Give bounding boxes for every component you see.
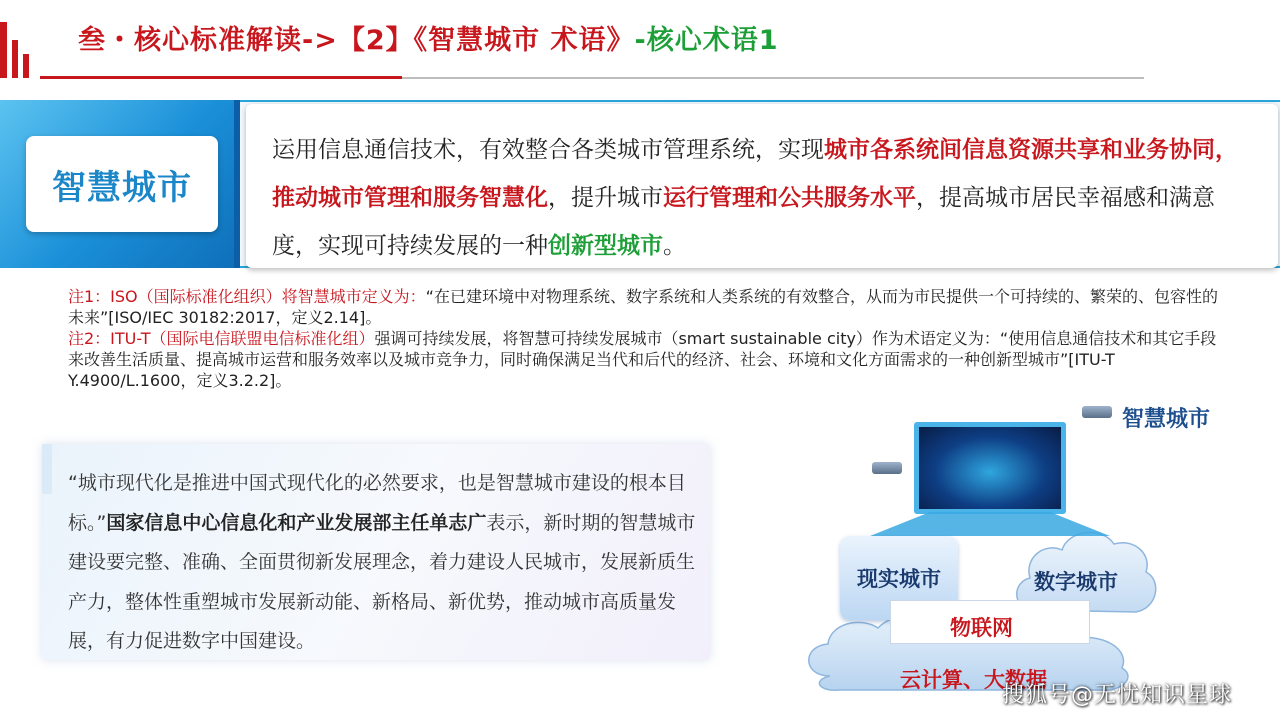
quote-text [68, 464, 696, 662]
logo-bars-icon [0, 22, 40, 78]
definition-seg1: 运用信息通信技术，有效整合各类城市管理系统，实现 [272, 137, 824, 163]
definition-seg3: ，提高城市居民幸福感和满意度，实现可持续发展的一种 [272, 185, 1215, 259]
router-icon [1082, 406, 1112, 418]
definition-text [272, 126, 1252, 270]
digital-city-label: 数字城市 [1034, 570, 1118, 594]
quote-part1: “城市现代化是推进中国式现代化的必然要求，也是智慧城市建设的根本目标。” [68, 472, 686, 534]
iot-label: 物联网 [950, 616, 1013, 640]
quote-speaker: 国家信息中心信息化和产业发展部主任单志广 [106, 511, 487, 534]
note-2-text: 强调可持续发展，将智慧可持续发展城市（smart sustainable city）作为术语定义为：“使用信息通信技术和其它手段来改善生活质量、提高城市运营和服务效率以及城市竞争力，同时确保满足当代和后代的经济、社会、环境和文化方面需求的一种创新型城市”[ITU-T Y.4900/L.1600，定义3.2.2]。 [68, 329, 1217, 390]
definition-highlight-1: 城市各系统间信息资源共享和业务协同，推动城市管理和服务智慧化 [272, 137, 1238, 211]
real-city-label: 现实城市 [857, 567, 941, 591]
note-2-label: 注2：ITU-T（国际电信联盟电信标准化组） [68, 329, 375, 348]
header-divider-gray [402, 77, 1144, 79]
watermark: 搜狐号@无忧知识星球 [1002, 683, 1233, 708]
term-card [26, 136, 218, 232]
quote-accent [42, 444, 52, 494]
world-map-screen [919, 427, 1061, 509]
diagram-title: 智慧城市 [1122, 407, 1211, 432]
header-divider-red [40, 76, 402, 79]
cloud-computing-label: 云计算、大数据 [900, 668, 1047, 692]
title-suffix: -核心术语1 [634, 25, 779, 56]
notes-block [68, 286, 1228, 391]
page-title [78, 18, 779, 57]
definition-stripe [234, 100, 240, 268]
definition-seg4: 。 [663, 233, 686, 259]
router-icon [872, 462, 902, 474]
note-2 [68, 328, 1228, 391]
note-1-label: 注1：ISO（国际标准化组织）将智慧城市定义为： [68, 287, 426, 306]
quote-part2: 表示，新时期的智慧城市建设要完整、准确、全面贯彻新发展理念，着力建设人民城市，发展新质生产力，整体性重塑城市发展新动能、新格局、新优势，推动城市高质量发展，有力促进数字中国建设。 [68, 511, 696, 652]
definition-highlight-3: 创新型城市 [548, 233, 663, 259]
note-1 [68, 286, 1228, 328]
definition-seg2: ，提升城市 [548, 185, 663, 211]
title-main: 叁・核心标准解读->【2】《智慧城市 术语》 [78, 25, 635, 56]
monitor-stand-icon [870, 512, 1110, 536]
note-1-text: “在已建环境中对物理系统、数字系统和人类系统的有效整合，从而为市民提供一个可持续的、繁荣的、包容性的未来”[ISO/IEC 30182:2017，定义2.14]。 [68, 287, 1218, 327]
definition-highlight-2: 运行管理和公共服务水平 [663, 185, 916, 211]
term-label: 智慧城市 [52, 167, 192, 208]
